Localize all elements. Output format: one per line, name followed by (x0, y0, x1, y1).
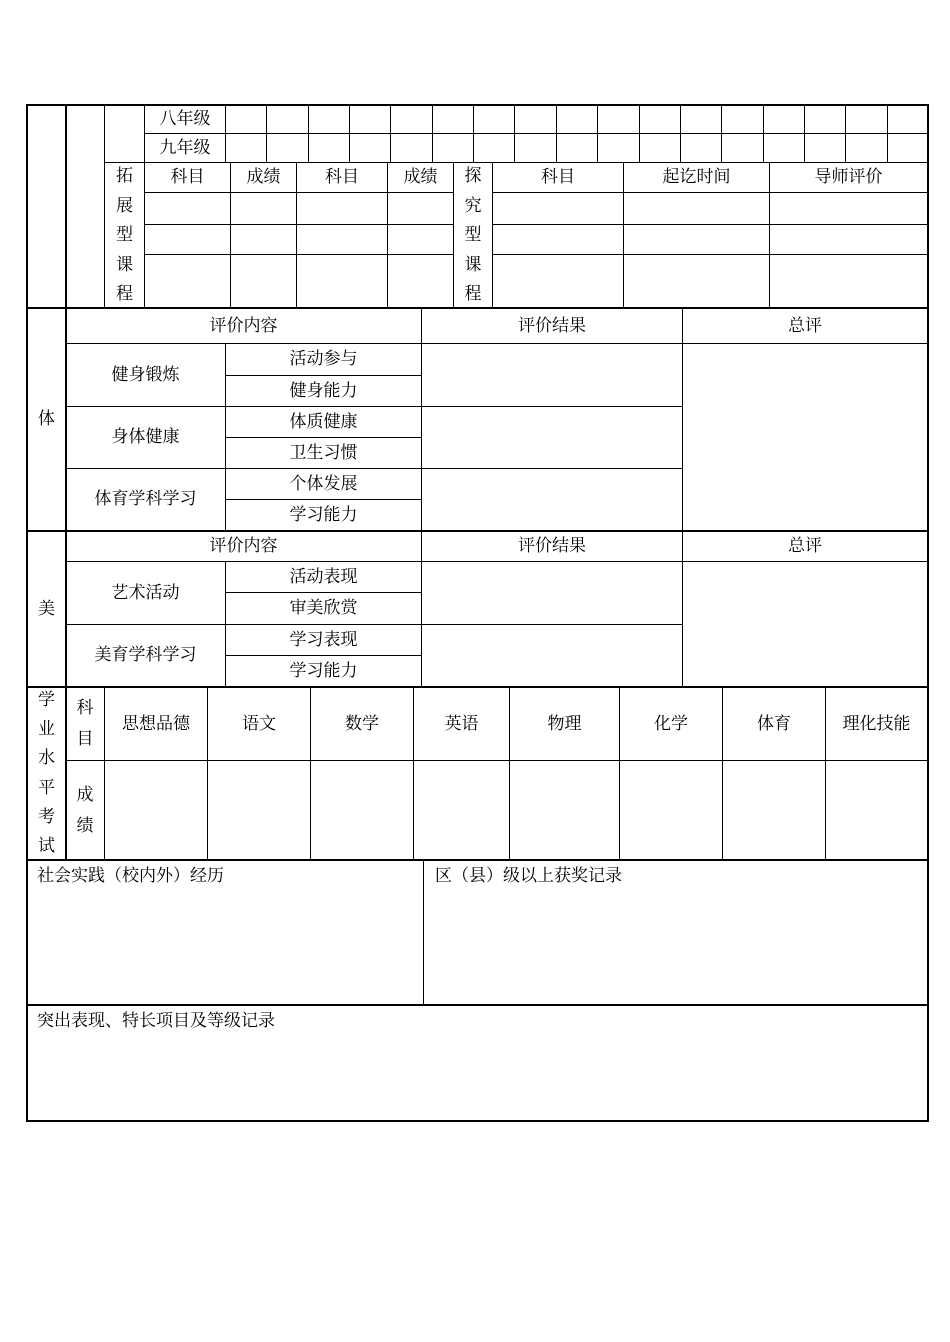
exam-side-char: 试 (38, 835, 55, 856)
exam-subject-pe: 体育 (757, 713, 791, 734)
inq-header-subject: 科目 (541, 167, 575, 187)
inq-header-mentor-eval: 导师评价 (814, 167, 883, 187)
exam-side-char: 考 (38, 806, 55, 827)
ti-group-health: 身体健康 (111, 427, 180, 447)
grade9-label: 九年级 (159, 137, 211, 158)
grade-grid-line (308, 104, 309, 162)
ext-row-line-c (144, 254, 454, 255)
inq-row-line-b (493, 224, 928, 225)
mei-header-content: 评价内容 (209, 536, 278, 556)
ti-header-content: 评价内容 (209, 315, 278, 336)
ti-group-fitness: 健身锻炼 (111, 364, 180, 385)
ti-header-overall: 总评 (788, 315, 822, 336)
exam-row-score-label (66, 787, 104, 835)
grade-grid-line (639, 104, 640, 162)
inquiry-course-char: 课 (464, 254, 482, 275)
grade-grid-line (887, 104, 888, 162)
ti-item-hygiene: 卫生习惯 (289, 442, 358, 463)
extended-course-char: 程 (116, 284, 133, 304)
ti-item-learning-ability: 学习能力 (289, 504, 358, 525)
exam-subject-english: 英语 (444, 713, 479, 734)
mei-side-label: 美 (38, 598, 55, 619)
grade-label-divider (225, 104, 226, 162)
exam-row-score-char: 成 (76, 785, 94, 805)
ext-header-score-2: 成绩 (403, 167, 438, 187)
exam-row-line (66, 760, 928, 761)
extended-course-char: 拓 (116, 166, 133, 186)
grade-grid-line (804, 104, 805, 162)
section-divider-records (26, 1004, 929, 1006)
top-col-line-1 (65, 104, 67, 308)
ti-side-label: 体 (38, 409, 55, 429)
awards-label: 区（县）级以上获奖记录 (435, 866, 622, 886)
grade8-label: 八年级 (159, 109, 211, 129)
grade-grid-line (845, 104, 846, 162)
exam-side-char: 业 (38, 719, 55, 740)
ext-header-subject-1: 科目 (170, 167, 205, 187)
mei-item-performance: 活动表现 (289, 566, 358, 587)
grade-grid-line (556, 104, 557, 162)
outer-bottom-border (26, 1120, 929, 1122)
mei-item-appreciation: 审美欣赏 (289, 598, 358, 618)
records-mid-divider (423, 861, 424, 1004)
outer-right-border (927, 104, 929, 1122)
exam-side-char: 学 (38, 690, 55, 710)
exam-subject-physics: 物理 (547, 713, 582, 734)
inquiry-course-char: 程 (464, 284, 482, 304)
ti-item-development: 个体发展 (289, 473, 358, 494)
grade-grid-line (432, 104, 433, 162)
grade-grid-line (390, 104, 391, 162)
ext-header-subject-2: 科目 (325, 167, 359, 187)
grade-grid-line (721, 104, 722, 162)
exam-subject-ideology: 思想品德 (122, 713, 190, 734)
mei-header-result: 评价结果 (518, 536, 586, 556)
grade-grid-line (680, 104, 681, 162)
exam-subject-lab-skills: 理化技能 (842, 713, 911, 734)
mei-item-learning-ability: 学习能力 (289, 660, 358, 681)
extended-course-char: 课 (116, 254, 133, 275)
exam-row-subject-label (66, 700, 104, 748)
section-divider-exam-records (26, 859, 929, 861)
mei-item-learning-performance: 学习表现 (289, 629, 358, 650)
mei-header-overall: 总评 (788, 536, 822, 556)
extended-course-char: 展 (116, 195, 133, 216)
inquiry-course-char: 究 (464, 195, 482, 216)
mei-group-arts-study: 美育学科学习 (94, 645, 197, 665)
exam-side-label (28, 692, 65, 855)
grade-grid-line (597, 104, 598, 162)
social-practice-label: 社会实践（校内外）经历 (37, 866, 224, 886)
grade-grid-line (514, 104, 515, 162)
ti-item-participation: 活动参与 (289, 349, 358, 369)
ext-row-line-b (144, 224, 454, 225)
inquiry-course-label (454, 168, 492, 303)
extended-course-label (105, 168, 144, 303)
exam-row-subject-char: 目 (76, 729, 94, 749)
mei-group-art: 艺术活动 (111, 582, 180, 603)
ti-group-pe-study: 体育学科学习 (94, 489, 197, 509)
ext-header-score-1: 成绩 (246, 167, 281, 187)
inq-header-period: 起讫时间 (662, 167, 731, 187)
outstanding-label: 突出表现、特长项目及等级记录 (37, 1011, 275, 1031)
extended-course-char: 型 (116, 225, 133, 245)
exam-row-subject-char: 科 (76, 698, 94, 718)
exam-subject-math: 数学 (345, 713, 379, 734)
grade-grid-line (349, 104, 350, 162)
ti-header-result: 评价结果 (518, 315, 586, 336)
exam-subject-chemistry: 化学 (654, 713, 688, 734)
inquiry-course-char: 型 (464, 225, 482, 245)
exam-row-score-char: 绩 (76, 816, 94, 836)
exam-side-char: 平 (38, 777, 55, 798)
ti-item-fitness-ability: 健身能力 (289, 380, 358, 401)
ext-row-line-a (144, 192, 454, 193)
grade-grid-line (763, 104, 764, 162)
grade-grid-line (473, 104, 474, 162)
grade-grid-line (266, 104, 267, 162)
inquiry-course-char: 探 (464, 166, 482, 186)
inq-row-line-c (493, 254, 928, 255)
top-row-line-1 (144, 133, 928, 134)
inq-row-line-a (493, 192, 928, 193)
ti-item-physique: 体质健康 (289, 411, 358, 432)
exam-subject-chinese: 语文 (242, 713, 276, 734)
exam-side-char: 水 (38, 748, 55, 769)
